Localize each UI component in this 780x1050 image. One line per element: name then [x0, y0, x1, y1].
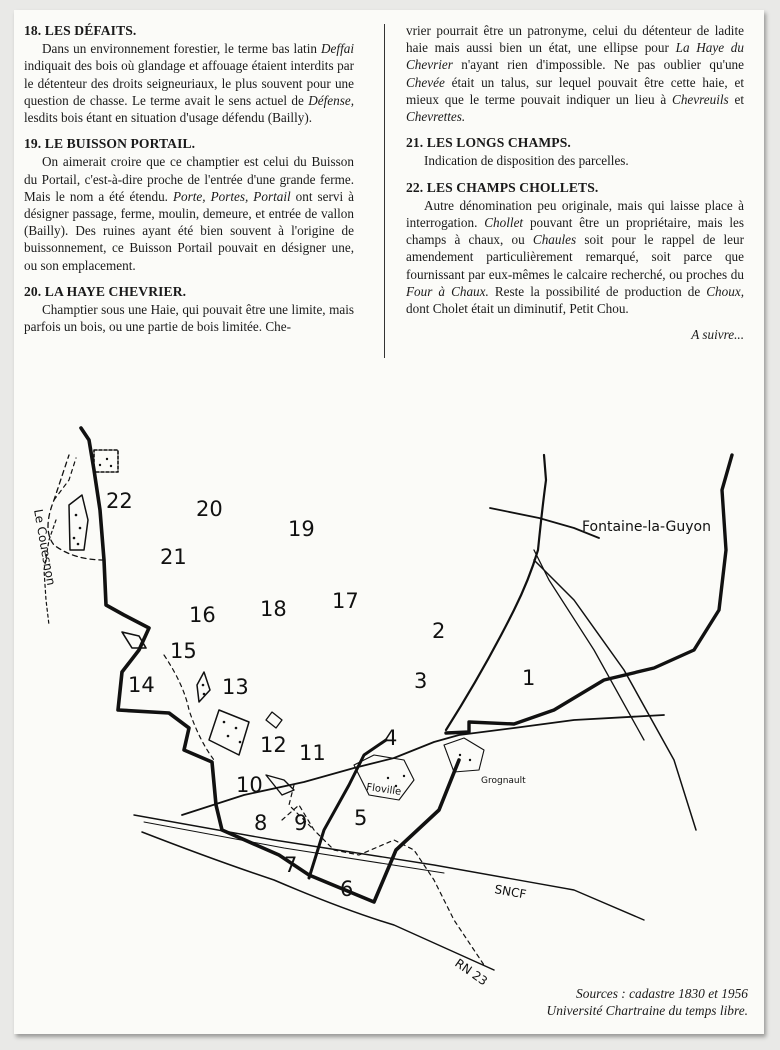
map-label-floville: Floville [365, 782, 402, 798]
section-heading: 18. LES DÉFAITS. [24, 23, 137, 38]
map-label-rn23: RN 23 [452, 955, 491, 989]
parcel-number-1: 1 [522, 666, 536, 690]
map-village-grognault [444, 738, 484, 772]
parcel-number-18: 18 [260, 597, 287, 621]
section-body: Champtier sous une Haie, qui pouvait être une limite, mais parfois un bois, ou une partie de bois limitée. Che- [24, 302, 354, 335]
parcel-number-8: 8 [254, 811, 268, 835]
parcel-number-4: 4 [384, 726, 398, 750]
map-wood-22 [94, 450, 118, 472]
section-body: On aimerait croire que ce champtier est celui du Buisson du Portail, c'est-à-dire proche de l'entrée d'une grande ferme. Mais le nom a été étendu. Porte, Portes, Portail ont servi à désigner passage, ferme, moulin, demeure, et entrée de vallon (Bailly). Des ruines ayant été bien souvent à l'origine de buissonnement, ce Buisson Portail pouvait en désigner une, ou son emplacement. [24, 154, 354, 273]
section-heading: 19. LE BUISSON PORTAIL. [24, 136, 196, 152]
section-0 [24, 22, 354, 126]
map-label-sncf: SNCF [493, 882, 528, 902]
hand-drawn-map [14, 410, 764, 989]
map-road-east [446, 455, 732, 733]
sources-institution: Université Chartraine du temps libre. [546, 1003, 748, 1018]
sources-credit [547, 985, 748, 1019]
map-road-middle [182, 715, 664, 815]
section-heading: 22. LES CHAMPS CHOLLETS. [406, 179, 599, 195]
map-label-fontaine: Fontaine-la-Guyon [582, 519, 711, 535]
map-road-diagonal-1 [534, 560, 696, 830]
parcel-number-3: 3 [414, 669, 428, 693]
section-1 [24, 135, 354, 274]
right-column [406, 22, 744, 343]
parcel-number-19: 19 [288, 517, 315, 541]
section-4 [406, 179, 744, 318]
section-2 [24, 283, 354, 336]
map-wood-12a [209, 710, 249, 755]
parcel-number-10: 10 [236, 773, 263, 797]
map-label-river: Le Couesnon [31, 508, 59, 587]
to-be-continued: A suivre... [691, 327, 744, 343]
left-column [24, 22, 354, 344]
map-wood-13 [197, 672, 210, 702]
section-heading: 20. LA HAYE CHEVRIER. [24, 283, 187, 299]
section-body: Indication de disposition des parcelles. [424, 153, 629, 169]
column-divider [384, 24, 385, 358]
document-page [14, 10, 764, 1034]
parcel-number-22: 22 [106, 489, 133, 513]
parcel-number-21: 21 [160, 545, 187, 569]
map-wood-left [69, 495, 88, 550]
parcel-number-15: 15 [170, 639, 197, 663]
parcel-number-16: 16 [189, 603, 216, 627]
map-wood-10 [266, 775, 294, 795]
continued-paragraph: vrier pourrait être un patronyme, celui du détenteur de ladite haie mais aussi bien un état, une ellipse pour La Haye du Chevrier n'ayant rien d'impossible. Ne pas oublier qu'une Chevée était un talus, sur lequel pouvait être cette haie, et mieux que le terme pouvait indiquer un lieu à Chevreuils et Chevrettes. [406, 23, 745, 125]
parcel-number-17: 17 [332, 589, 359, 613]
map-label-grognault: Grognault [481, 776, 526, 786]
map-boundary-west [81, 428, 459, 902]
section-body: Dans un environnement forestier, le terme bas latin Deffai indiquait des bois où glandage et affouage étaient interdits par le détenteur des droits seigneuriaux, le plus souvent pour une question de chasse. Le terme avait le sens actuel de Défense, lesdits bois étant en situation d'usage défendu (Bailly). [24, 41, 354, 126]
map-wood-12b [266, 712, 282, 728]
parcel-number-12: 12 [260, 733, 287, 757]
parcel-number-13: 13 [222, 675, 249, 699]
parcel-number-9: 9 [294, 811, 308, 835]
parcel-number-7: 7 [284, 853, 298, 877]
parcel-number-2: 2 [432, 619, 446, 643]
parcel-number-6: 6 [340, 877, 354, 901]
sources-line: Sources : cadastre 1830 et 1956 [576, 986, 748, 1001]
parcel-number-20: 20 [196, 497, 223, 521]
section-body: Autre dénomination peu originale, mais qui laisse place à interrogation. Chollet pouvant être un propriétaire, mais les champs à chaux, ou Chaules soit pour le rappel de leur amendement particulièrement remarqué, soit parce que fournissant par eux-mêmes le calcaire recherché, ou proches du Four à Chaux. Reste la possibilité de production de Choux, dont Cholet était un diminutif, Petit Chou. [406, 197, 744, 317]
section-heading: 21. LES LONGS CHAMPS. [406, 135, 571, 151]
parcel-number-11: 11 [299, 741, 326, 765]
section-3 [406, 134, 744, 169]
parcel-number-14: 14 [128, 673, 155, 697]
parcel-number-5: 5 [354, 806, 368, 830]
